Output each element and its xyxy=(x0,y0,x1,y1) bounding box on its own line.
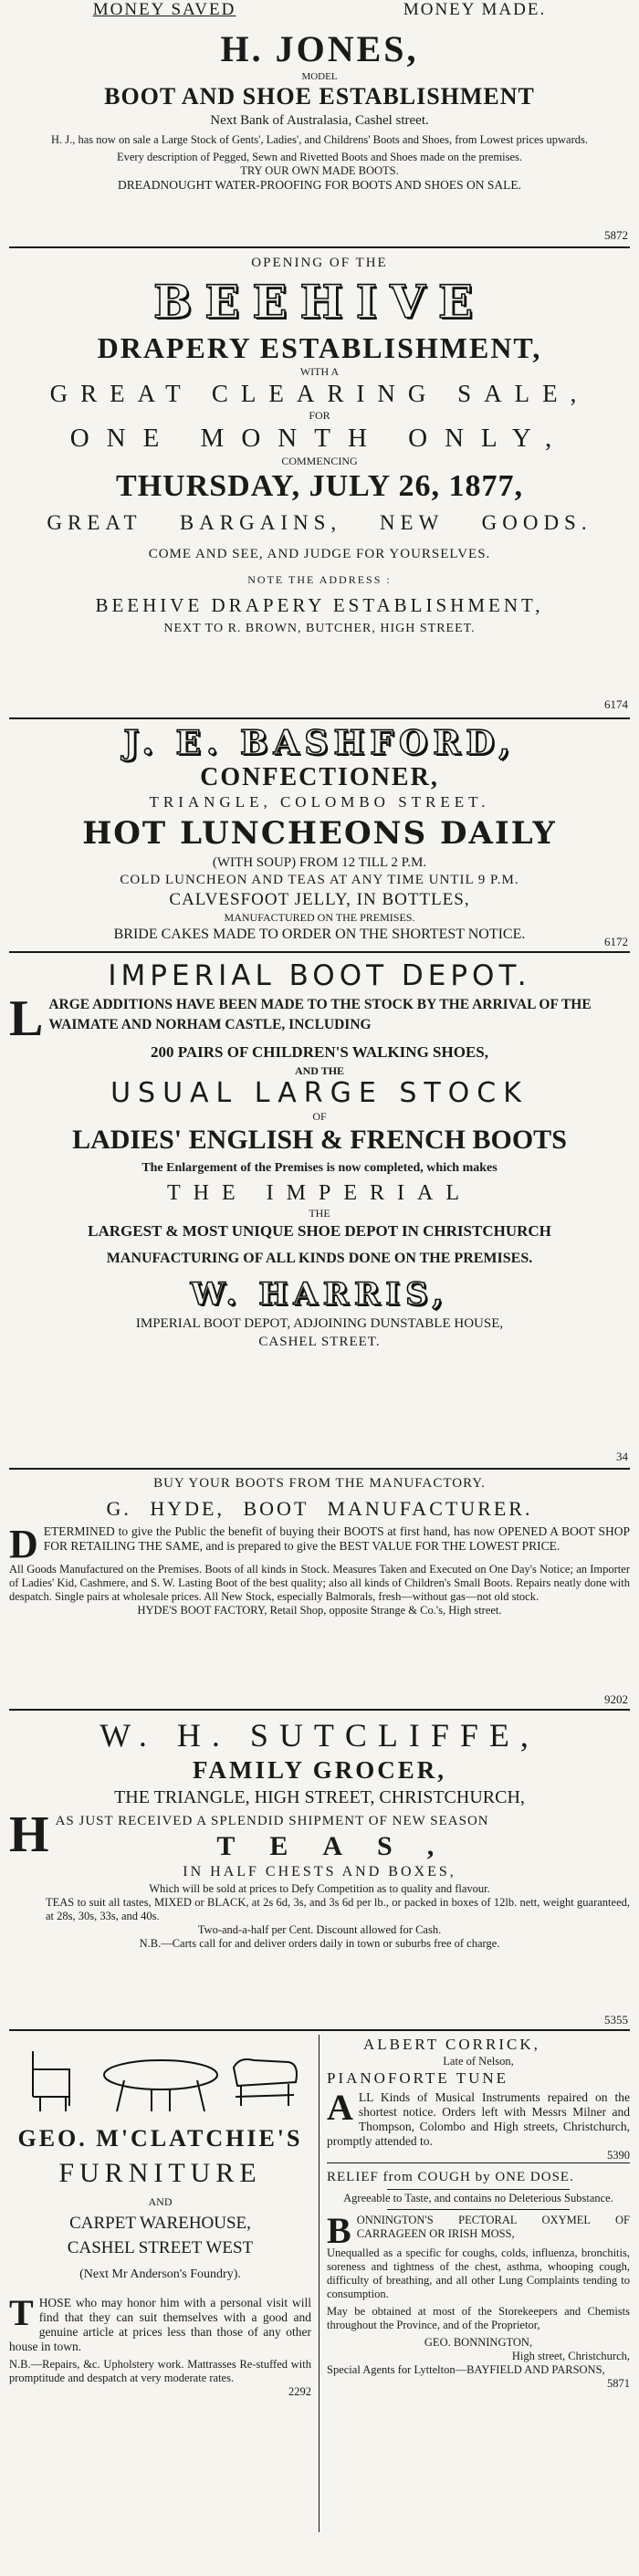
beehive-for: FOR xyxy=(309,409,330,422)
beehive-ad xyxy=(9,252,630,717)
beehive-come: COME AND SEE, AND JUDGE FOR YOURSELVES. xyxy=(148,547,491,561)
divider xyxy=(387,2209,569,2210)
bonnington-agents: Special Agents for Lyttelton—BAYFIELD AND PARSONS, xyxy=(327,2363,605,2376)
divider xyxy=(9,717,630,719)
beehive-address-name: BEEHIVE DRAPERY ESTABLISHMENT, xyxy=(95,594,544,616)
mcclatchie-street: CASHEL STREET WEST xyxy=(67,2238,254,2257)
imperial-the-imperial: THE IMPERIAL xyxy=(167,1181,472,1205)
sutcliffe-suit: TEAS to suit all tastes, MIXED or BLACK, at 2s 6d, 3s, and 3s 6d per lb., or packed in boxes of 12lb. nett, weight guaranteed, at 28s, 30s, 33s, and 40s. xyxy=(46,1896,630,1922)
hyde-buy: BUY YOUR BOOTS FROM THE MANUFACTORY. xyxy=(153,1476,486,1491)
hyde-intro: ETERMINED to give the Public the benefit of buying their BOOTS at first hand, has now OPENED A BOOT SHOP FOR RETAILING THE SAME, and is prepared to give the BEST VALUE FOR THE LOWEST PRICE. xyxy=(43,1524,630,1553)
bonnington-body: Unequalled as a specific for coughs, colds, influenza, bronchitis, soreness and tightness of the chest, asthma, whooping cough, difficulty of breathing, and all other Lung Complaints tending to consumption. xyxy=(327,2246,630,2300)
corrick-name: ALBERT CORRICK, xyxy=(363,2036,540,2053)
imperial-of: OF xyxy=(312,1110,327,1123)
mcclatchie-carpet: CARPET WAREHOUSE, xyxy=(69,2214,251,2233)
divider xyxy=(9,1709,630,1711)
mcclatchie-ad xyxy=(9,2035,320,2532)
jones-ad-number: 5872 xyxy=(604,228,628,242)
bonnington-intro: ONNINGTON'S PECTORAL OXYMEL OF CARRAGEEN OR IRISH MOSS, xyxy=(356,2214,630,2240)
mcclatchie-furniture: FURNITURE xyxy=(58,2158,262,2188)
jones-model: MODEL xyxy=(301,71,338,82)
jones-name: H. JONES, xyxy=(220,28,419,69)
bashford-calves: CALVESFOOT JELLY, IN BOTTLES, xyxy=(169,890,470,909)
furniture-illustration xyxy=(9,2042,311,2117)
sutcliffe-location: THE TRIANGLE, HIGH STREET, CHRISTCHURCH, xyxy=(114,1787,525,1807)
mcclatchie-name: GEO. M'CLATCHIE'S xyxy=(17,2125,303,2152)
hyde-body: All Goods Manufactured on the Premises. Boots of all kinds in Stock. Measures Taken and Executed on One Day's Notice; an Importer of Ladies' Kid, Cashmere, and S. W. Lasting Boot of the best quality; also all kinds of Children's Small Boots. Repairs neatly done with despatch. Single pairs at wholesale prices. All New Stock, especially Balmorals, fresh—without gas—not old stock. xyxy=(9,1563,630,1603)
beehive-ad-number: 6174 xyxy=(604,697,628,711)
mcclatchie-body: HOSE who may honor him with a personal visit will find that they can suit themselves with a good and genuine article at prices less than those of any other house in town. xyxy=(9,2296,311,2353)
sutcliffe-carts: N.B.—Carts call for and deliver orders daily in town or suburbs free of charge. xyxy=(139,1937,500,1950)
sutcliffe-dropcap: H xyxy=(9,1806,50,1863)
sutcliffe-name: W. H. SUTCLIFFE, xyxy=(100,1717,539,1754)
jones-line2: Every description of Pegged, Sewn and Rivetted Boots and Shoes made on the premises. xyxy=(116,151,522,163)
divider xyxy=(9,2029,630,2031)
corrick-ad-number: 5390 xyxy=(607,2149,630,2162)
bonnington-address: High street, Christchurch, xyxy=(511,2350,630,2362)
beehive-one-month: ONE MONTH ONLY, xyxy=(69,424,570,453)
imperial-and-the: AND THE xyxy=(294,1064,345,1077)
imperial-dropcap: L xyxy=(9,990,44,1047)
sutcliffe-trade: FAMILY GROCER, xyxy=(192,1756,446,1784)
bashford-ad xyxy=(9,723,630,951)
beehive-great-sale: GREAT CLEARING SALE, xyxy=(49,380,590,407)
beehive-with-a: WITH A xyxy=(299,365,340,378)
corrick-trade: PIANOFORTE TUNE xyxy=(327,2069,509,2087)
beehive-name: BEEHIVE xyxy=(152,275,486,329)
hyde-dropcap: D xyxy=(9,1522,38,1566)
bashford-location: TRIANGLE, COLOMBO STREET. xyxy=(149,793,490,811)
beehive-commencing: COMMENCING xyxy=(281,455,358,467)
imperial-ladies: LADIES' ENGLISH & FRENCH BOOTS xyxy=(72,1125,567,1155)
hyde-ad-number: 9202 xyxy=(604,1692,628,1706)
bonnington-obtained: May be obtained at most of the Storekeepers and Chemists throughout the Province, and of the Proprietor, xyxy=(327,2305,630,2331)
imperial-the: THE xyxy=(309,1207,330,1220)
beehive-date: THURSDAY, JULY 26, 1877, xyxy=(116,469,523,503)
corrick-dropcap: A xyxy=(327,2087,353,2128)
bonnington-agreeable: Agreeable to Taste, and contains no Deleterious Substance. xyxy=(343,2192,613,2204)
two-column-section xyxy=(9,2035,630,2532)
imperial-enlargement: The Enlargement of the Premises is now completed, which makes xyxy=(141,1161,498,1175)
sutcliffe-sold: Which will be sold at prices to Defy Competition as to quality and flavour. xyxy=(149,1882,490,1895)
divider xyxy=(327,2162,630,2163)
harris-name: W. HARRIS, xyxy=(190,1276,449,1313)
couch-icon xyxy=(234,2059,297,2106)
jones-establishment: BOOT AND SHOE ESTABLISHMENT xyxy=(104,83,535,110)
bonnington-ad-number: 5871 xyxy=(607,2377,630,2390)
sutcliffe-discount: Two-and-a-half per Cent. Discount allowed for Cash. xyxy=(197,1923,442,1936)
sutcliffe-ad xyxy=(9,1714,630,2029)
bashford-with-soup: (WITH SOUP) FROM 12 TILL 2 P.M. xyxy=(212,855,427,870)
bonnington-ad xyxy=(327,2167,630,2391)
bonnington-proprietor: GEO. BONNINGTON, xyxy=(424,2336,533,2349)
jones-ad xyxy=(9,0,630,246)
divider xyxy=(9,1468,630,1470)
divider xyxy=(9,951,630,953)
imperial-street: CASHEL STREET. xyxy=(258,1335,381,1349)
sutcliffe-intro: AS JUST RECEIVED A SPLENDID SHIPMENT OF NEW SEASON xyxy=(55,1814,489,1828)
imperial-ad xyxy=(9,957,630,1468)
mcclatchie-ad-number: 2292 xyxy=(288,2385,311,2398)
imperial-intro: ARGE ADDITIONS HAVE BEEN MADE TO THE STOCK BY THE ARRIVAL OF THE WAIMATE AND NORHAM CASTLE, INCLUDING xyxy=(48,997,592,1032)
mcclatchie-next: (Next Mr Anderson's Foundry). xyxy=(79,2267,241,2281)
beehive-opening: OPENING OF THE xyxy=(251,256,388,270)
money-saved-text: MONEY SAVED xyxy=(92,0,236,19)
mcclatchie-and: AND xyxy=(148,2195,173,2208)
bashford-hot: HOT LUNCHEONS DAILY xyxy=(82,815,557,852)
hyde-factory: HYDE'S BOOT FACTORY, Retail Shop, opposite Strange & Co.'s, High street. xyxy=(137,1604,502,1617)
sutcliffe-ad-number: 5355 xyxy=(604,2013,628,2026)
corrick-body: LL Kinds of Musical Instruments repaired on the shortest notice. Orders left with Messrs Milner and Thompson, Colombo and High streets, Christchurch, promptly attended to. xyxy=(327,2090,630,2148)
imperial-ad-number: 34 xyxy=(616,1450,628,1463)
imperial-usual: USUAL LARGE STOCK xyxy=(110,1077,529,1109)
jones-line3: TRY OUR OWN MADE BOOTS. xyxy=(240,164,399,177)
bonnington-relief: RELIEF from COUGH by ONE DOSE. xyxy=(327,2170,574,2184)
hyde-name: G. HYDE, BOOT MANUFACTURER. xyxy=(106,1497,533,1520)
bashford-manufactured: MANUFACTURED ON THE PREMISES. xyxy=(224,911,415,924)
mcclatchie-repairs: N.B.—Repairs, &c. Upholstery work. Mattrasses Re-stuffed with promptitude and despatch at very moderate rates. xyxy=(9,2358,311,2384)
hyde-ad xyxy=(9,1473,630,1709)
beehive-note: NOTE THE ADDRESS : xyxy=(247,573,392,586)
divider xyxy=(9,246,630,248)
bashford-bride: BRIDE CAKES MADE TO ORDER ON THE SHORTEST NOTICE. xyxy=(113,927,526,942)
sutcliffe-half: IN HALF CHESTS AND BOXES, xyxy=(183,1864,456,1880)
imperial-depot: IMPERIAL BOOT DEPOT, ADJOINING DUNSTABLE HOUSE, xyxy=(135,1316,504,1331)
jones-location: Next Bank of Australasia, Cashel street. xyxy=(210,113,429,128)
beehive-bargains: GREAT BARGAINS, NEW GOODS. xyxy=(47,511,592,534)
chair-icon xyxy=(33,2051,69,2111)
bashford-trade: CONFECTIONER, xyxy=(200,763,439,791)
mcclatchie-dropcap: T xyxy=(9,2292,34,2333)
corrick-late: Late of Nelson, xyxy=(443,2055,514,2068)
jones-line1: H. J., has now on sale a Large Stock of Gents', Ladies', and Childrens' Boots and Shoes, from Lowest prices upwards. xyxy=(50,133,589,146)
corrick-ad xyxy=(327,2035,630,2162)
divider xyxy=(387,2189,569,2190)
jones-line4: DREADNOUGHT WATER-PROOFING FOR BOOTS AND SHOES ON SALE. xyxy=(117,178,522,192)
bashford-cold: COLD LUNCHEON AND TEAS AT ANY TIME UNTIL 9 P.M. xyxy=(120,873,519,887)
imperial-title: IMPERIAL BOOT DEPOT. xyxy=(108,959,531,992)
money-made-text: MONEY MADE. xyxy=(403,0,547,19)
table-icon xyxy=(104,2060,217,2089)
right-column xyxy=(320,2035,630,2532)
bashford-ad-number: 6172 xyxy=(604,935,628,948)
imperial-manufacturing: MANUFACTURING OF ALL KINDS DONE ON THE PREMISES. xyxy=(106,1251,533,1266)
imperial-largest: LARGEST & MOST UNIQUE SHOE DEPOT IN CHRISTCHURCH xyxy=(88,1222,551,1240)
bashford-name: J. E. BASHFORD, xyxy=(123,724,516,762)
imperial-pairs: 200 PAIRS OF CHILDREN'S WALKING SHOES, xyxy=(151,1043,488,1061)
bonnington-dropcap: B xyxy=(327,2210,351,2251)
beehive-establishment: DRAPERY ESTABLISHMENT, xyxy=(97,331,542,364)
sutcliffe-teas: TEAS, xyxy=(216,1831,469,1861)
beehive-address: NEXT TO R. BROWN, BUTCHER, HIGH STREET. xyxy=(163,622,476,635)
